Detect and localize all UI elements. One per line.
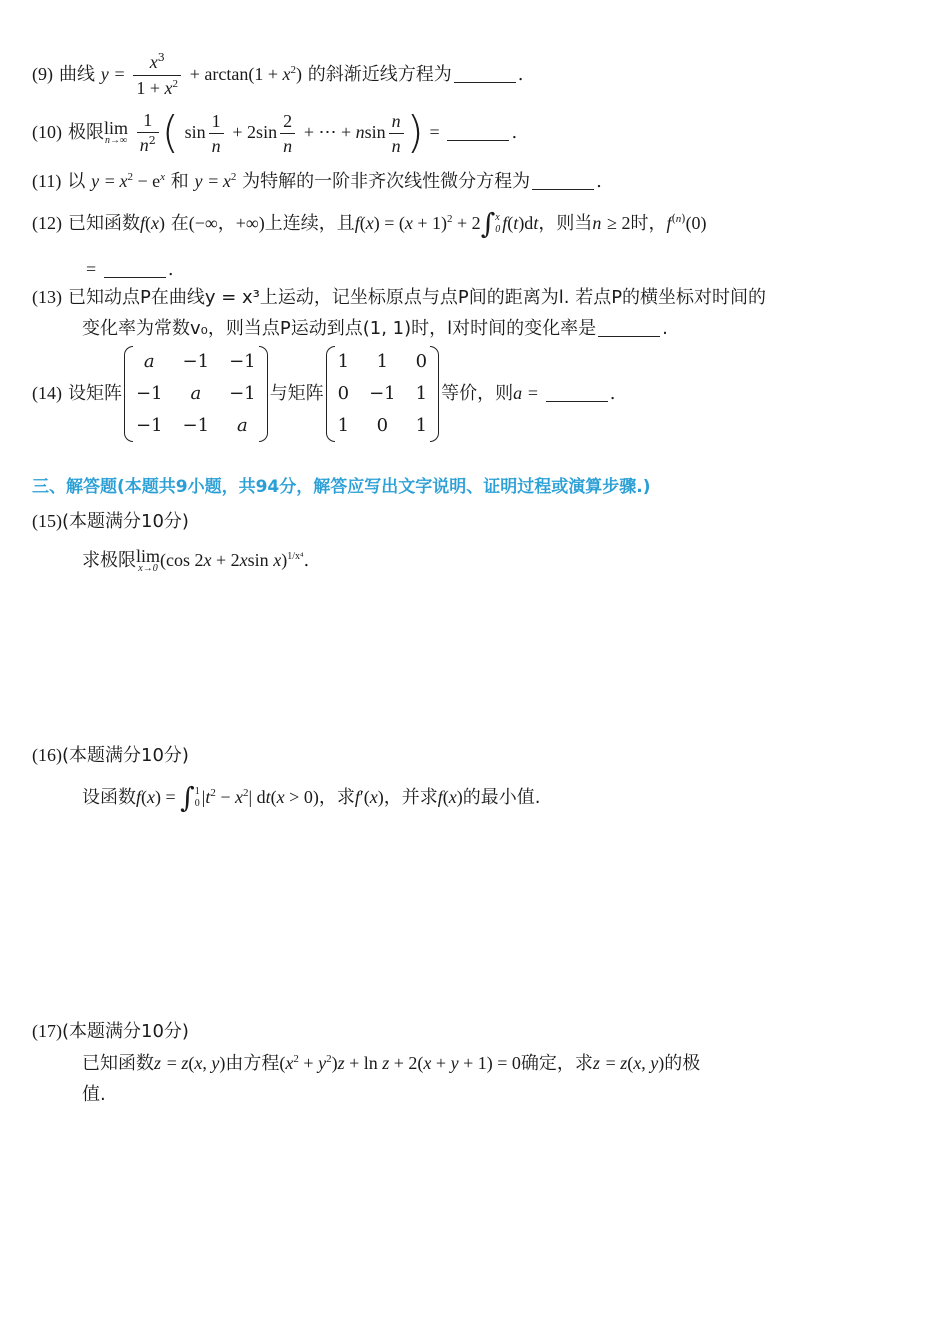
problem-10: (10) 极限lim n→∞ $\frac{1}{n^2}$ ( sin $\frac{1}{n}$ + 2sin $\frac{2}{n}$ + ⋯ + nsin $\frac{n}{n}$ ) = . <box>32 107 518 158</box>
answer-blank[interactable] <box>546 383 608 402</box>
score-note: (本题满分10分) <box>62 745 189 766</box>
matrix-cell: −1 <box>136 415 163 436</box>
answer-blank[interactable] <box>598 318 660 337</box>
problem-13-line2: 变化率为常数v₀，则当点P运动到点(1, 1)时，l对时间的变化率是 <box>82 318 597 339</box>
matrix-cell: −1 <box>182 351 210 372</box>
matrix-cell: 1 <box>337 415 350 436</box>
fraction: $\frac{x^3}{1 + x^2}$ <box>133 52 181 98</box>
score-note: (本题满分10分) <box>62 511 189 532</box>
problem-12: (12) 已知函数f(x) 在(−∞，+∞)上连续，且$f(x) = (x + 1)^2 + 2\int$ x 0 f(t)dt，则当n ≥ 2时，$f^{(n)}(0)$ <box>32 207 707 240</box>
answer-blank[interactable] <box>454 64 516 83</box>
problem-number: (12) <box>32 213 62 233</box>
problem-number: (13) <box>32 287 62 307</box>
answer-blank[interactable] <box>532 171 594 190</box>
problem-17-cont: 值. <box>82 1084 106 1105</box>
problem-number: (16) <box>32 745 62 765</box>
answer-blank[interactable] <box>104 259 166 278</box>
problem-number: (15) <box>32 511 62 531</box>
matrix-a <box>126 346 266 442</box>
matrix-cell: −1 <box>369 383 396 404</box>
problem-13-line2-row: 变化率为常数v₀，则当点P运动到点(1, 1)时，l对时间的变化率是 . <box>82 318 668 339</box>
matrix-cell: 1 <box>337 351 350 372</box>
score-note: (本题满分10分) <box>62 1021 189 1042</box>
matrix-b <box>328 346 437 442</box>
problem-17: 已知函数z = z(x, y)由方程$(x^2 + y^2)z + \ln z + 2(x + y + 1) = 0$确定，求z = z(x, y)的极 <box>82 1053 701 1074</box>
matrix-cell: −1 <box>182 415 210 436</box>
problem-13 <box>32 286 920 309</box>
problem-number: (10) <box>32 122 62 142</box>
problem-14: (14) 设矩阵 a −1 −1 −1 a −1 −1 −1 a 与矩阵 1 1 0 0 −1 1 1 0 1 等价，则a = . <box>32 346 920 442</box>
matrix-cell: a <box>143 351 155 372</box>
problem-11: (11) 以 $y = x^2 - e^x$ 和 $y = x^2$ 为特解的一阶非齐次线性微分方程为 . <box>32 171 602 192</box>
problem-15: 求极限lim x→0 (cos 2x + 2xsin x)$^{1/x^4}$. <box>82 546 310 574</box>
problem-number: (14) <box>32 383 62 403</box>
matrix-cell: −1 <box>229 383 256 404</box>
matrix-cell: 0 <box>376 415 389 436</box>
problem-13-line1: 已知动点P在曲线y = x³上运动，记坐标原点与点P间的距离为l. 若点P的横坐标对时间的 <box>68 287 767 308</box>
problem-number: (17) <box>32 1021 62 1041</box>
answer-blank[interactable] <box>447 122 509 141</box>
problem-16: 设函数f(x) = ∫ 1 0 $|t^2 - x^2|$ dt(x > 0)，求f′(x)，并求f(x)的最小值. <box>82 781 541 814</box>
problem-12-cont: = . <box>86 259 174 280</box>
problem-number: (9) <box>32 64 53 84</box>
matrix-cell: −1 <box>229 351 256 372</box>
problem-number: (11) <box>32 171 62 191</box>
problem-9: (9) 曲线 y = $\frac{x^3}{1 + x^2}$ + $\arctan(1 + x^2)$ 的斜渐近线方程为 . <box>32 51 524 98</box>
section-title: 三、解答题(本题共9小题，共94分，解答应写出文字说明、证明过程或演算步骤.) <box>32 477 651 497</box>
matrix-cell: 1 <box>415 415 428 436</box>
matrix-cell: 1 <box>376 351 389 372</box>
matrix-cell: 1 <box>415 383 428 404</box>
matrix-cell: a <box>190 383 202 404</box>
problem-15-header <box>32 510 920 533</box>
matrix-cell: 0 <box>337 383 350 404</box>
problem-17-header <box>32 1020 920 1043</box>
problem-16-header <box>32 744 920 767</box>
matrix-cell: −1 <box>136 383 163 404</box>
matrix-cell: a <box>237 415 248 436</box>
matrix-cell: 0 <box>415 351 428 372</box>
